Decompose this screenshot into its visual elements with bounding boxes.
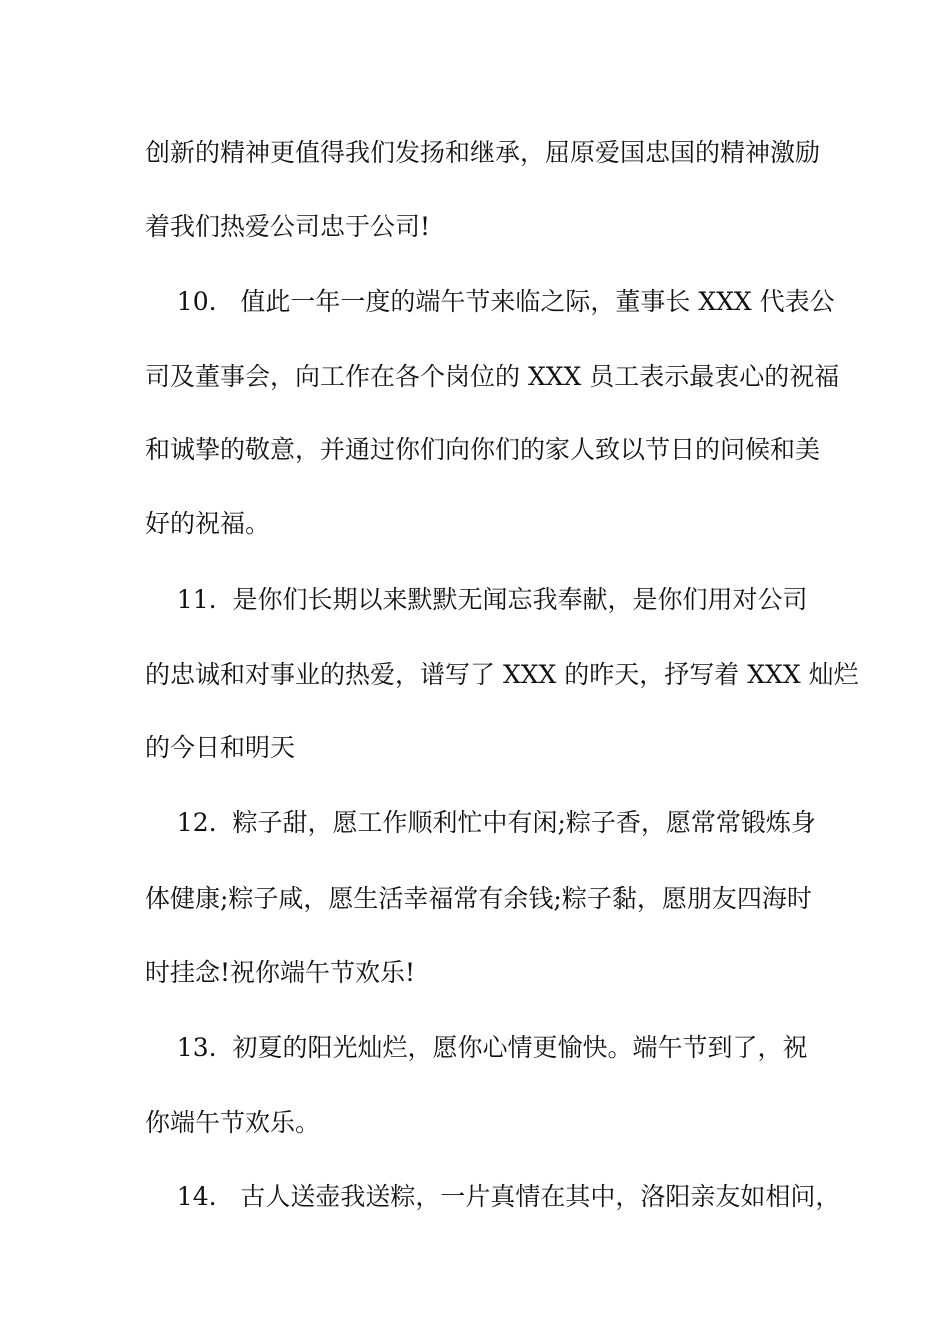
text-line: 司及董事会，向工作在各个岗位的 XXX 员工表示最衷心的祝福	[145, 362, 840, 391]
text-line: 11. 是你们长期以来默默无闻忘我奉献，是你们用对公司	[145, 585, 808, 614]
text-line: 的今日和明天	[145, 733, 296, 762]
text-line: 好的祝福。	[145, 509, 271, 538]
text-line: 13. 初夏的阳光灿烂，愿你心情更愉快。端午节到了，祝	[145, 1033, 808, 1062]
text-line: 时挂念!祝你端午节欢乐!	[145, 958, 416, 987]
text-line: 10. 值此一年一度的端午节来临之际，董事长 XXX 代表公	[145, 287, 835, 316]
text-line: 12. 粽子甜，愿工作顺利忙中有闲;粽子香，愿常常锻炼身	[145, 808, 816, 837]
text-line: 创新的精神更值得我们发扬和继承，屈原爱国忠国的精神激励	[145, 138, 821, 167]
text-line: 体健康;粽子咸，愿生活幸福常有余钱;粽子黏，愿朋友四海时	[145, 884, 812, 913]
text-line: 着我们热爱公司忠于公司!	[145, 212, 431, 241]
text-line: 你端午节欢乐。	[145, 1108, 321, 1137]
text-line: 14. 古人送壶我送粽，一片真情在其中，洛阳亲友如相问，	[145, 1182, 841, 1211]
text-line: 的忠诚和对事业的热爱，谱写了 XXX 的昨天，抒写着 XXX 灿烂	[145, 660, 859, 689]
text-line: 和诚挚的敬意，并通过你们向你们的家人致以节日的问候和美	[145, 435, 821, 464]
